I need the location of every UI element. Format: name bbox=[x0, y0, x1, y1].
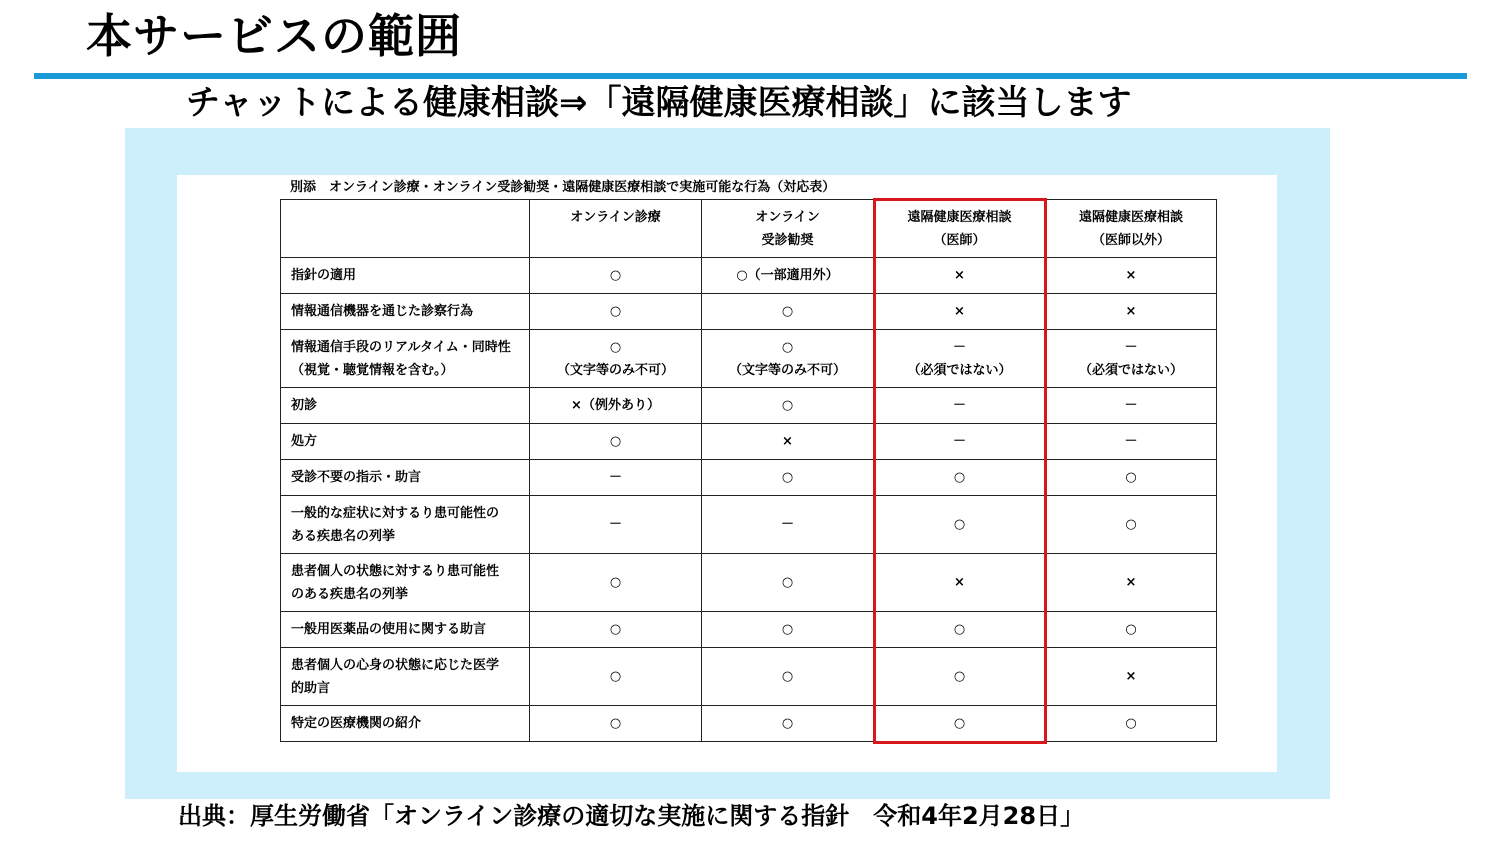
row-label-label1: 一般用医薬品の使用に関する助言 bbox=[291, 622, 487, 637]
table-cell bbox=[1046, 258, 1217, 294]
cell-text: × bbox=[1125, 669, 1137, 684]
row-label-label1: 患者個人の心身の状態に応じた医学 bbox=[291, 657, 500, 673]
cell-text: ○（一部適用外） bbox=[736, 268, 839, 283]
table-cell bbox=[702, 330, 874, 388]
table-row bbox=[281, 424, 1217, 460]
cell-text: ○ bbox=[781, 669, 794, 684]
column-header-line1: 遠隔健康医療相談 bbox=[907, 210, 1012, 225]
cell-text: ○ bbox=[781, 398, 794, 413]
row-label bbox=[281, 706, 530, 742]
cell-text: ○ bbox=[781, 716, 794, 731]
table-row bbox=[281, 554, 1217, 612]
table-cell bbox=[874, 496, 1046, 554]
cell-text: ○ bbox=[1125, 470, 1137, 485]
table-cell bbox=[530, 330, 702, 388]
title-underline bbox=[34, 73, 1467, 79]
table-caption: 別添 オンライン診療・オンライン受診勧奨・遠隔健康医療相談で実施可能な行為（対応表） bbox=[290, 180, 836, 195]
column-header-line1: 遠隔健康医療相談 bbox=[1078, 210, 1183, 225]
table-cell bbox=[530, 612, 702, 648]
cell-text: ○ bbox=[953, 517, 966, 532]
column-header bbox=[874, 200, 1046, 258]
cell-text: － bbox=[1124, 434, 1138, 449]
cell-text: ○ bbox=[1125, 622, 1137, 637]
column-header-line1: オンライン診療 bbox=[570, 210, 661, 225]
cell-text: － bbox=[1124, 398, 1138, 413]
table-cell bbox=[530, 648, 702, 706]
cell-text: ○ bbox=[609, 716, 622, 731]
column-header-line2: 受診勧奨 bbox=[761, 233, 814, 248]
cell-text: ○ bbox=[781, 304, 794, 319]
table-cell bbox=[530, 496, 702, 554]
table-cell bbox=[702, 706, 874, 742]
column-header bbox=[1046, 200, 1217, 258]
table-cell bbox=[874, 706, 1046, 742]
correspondence-table bbox=[280, 199, 1217, 742]
header-corner-cell bbox=[281, 200, 530, 258]
row-label bbox=[281, 258, 530, 294]
cell-text: （文字等のみ不可） bbox=[728, 362, 846, 378]
row-label-label2: のある疾患名の列挙 bbox=[291, 586, 409, 602]
cell-text: ○ bbox=[609, 575, 622, 590]
cell-text: － bbox=[780, 517, 794, 532]
table-cell bbox=[874, 460, 1046, 496]
row-label bbox=[281, 648, 530, 706]
table-cell bbox=[1046, 460, 1217, 496]
table-cell bbox=[874, 554, 1046, 612]
table-row bbox=[281, 648, 1217, 706]
cell-text: × bbox=[1125, 575, 1137, 590]
cell-text: ○ bbox=[781, 622, 794, 637]
row-label-label1: 受診不要の指示・助言 bbox=[291, 470, 422, 485]
page-subtitle: チャットによる健康相談⇒「遠隔健康医療相談」に該当します bbox=[186, 83, 1132, 123]
row-label bbox=[281, 330, 530, 388]
row-label bbox=[281, 612, 530, 648]
table-cell bbox=[530, 554, 702, 612]
cell-text: ○ bbox=[953, 716, 966, 731]
table-cell bbox=[1046, 294, 1217, 330]
table-cell bbox=[1046, 554, 1217, 612]
table-cell bbox=[1046, 388, 1217, 424]
row-label bbox=[281, 294, 530, 330]
column-header bbox=[530, 200, 702, 258]
table-cell bbox=[874, 388, 1046, 424]
cell-text: ○ bbox=[1125, 517, 1137, 532]
cell-text: － bbox=[1124, 339, 1138, 355]
cell-text: ○ bbox=[953, 622, 966, 637]
cell-text: × bbox=[1125, 268, 1137, 283]
cell-text: － bbox=[952, 398, 966, 413]
cell-text: × bbox=[954, 268, 965, 283]
cell-text: × bbox=[1125, 304, 1137, 319]
table-cell bbox=[1046, 648, 1217, 706]
row-label bbox=[281, 496, 530, 554]
table-cell bbox=[874, 648, 1046, 706]
source-citation: 出典：厚生労働省「オンライン診療の適切な実施に関する指針 令和4年2月28日」 bbox=[178, 802, 1085, 830]
table-row bbox=[281, 496, 1217, 554]
table-row bbox=[281, 460, 1217, 496]
table-cell bbox=[1046, 496, 1217, 554]
cell-text: ○ bbox=[953, 470, 966, 485]
table-cell bbox=[530, 294, 702, 330]
table-cell bbox=[874, 294, 1046, 330]
table-cell bbox=[1046, 424, 1217, 460]
row-label-label1: 特定の医療機関の紹介 bbox=[291, 716, 422, 731]
cell-text: ○ bbox=[781, 575, 794, 590]
cell-text: ○ bbox=[609, 669, 622, 684]
cell-text: － bbox=[952, 434, 966, 449]
table-row bbox=[281, 612, 1217, 648]
table-row bbox=[281, 330, 1217, 388]
table-cell bbox=[530, 388, 702, 424]
table-cell bbox=[530, 424, 702, 460]
cell-text: － bbox=[608, 470, 622, 485]
table-cell bbox=[702, 554, 874, 612]
column-header bbox=[702, 200, 874, 258]
cell-text: ○ bbox=[953, 669, 966, 684]
row-label-label2: ある疾患名の列挙 bbox=[291, 528, 396, 544]
table-cell bbox=[530, 706, 702, 742]
row-label-label1: 初診 bbox=[291, 398, 318, 413]
table-cell bbox=[1046, 612, 1217, 648]
cell-text: ○ bbox=[1125, 716, 1137, 731]
cell-text: × bbox=[954, 575, 965, 590]
table-cell bbox=[702, 612, 874, 648]
column-header-line2: （医師） bbox=[933, 233, 986, 248]
row-label bbox=[281, 424, 530, 460]
table-row bbox=[281, 294, 1217, 330]
row-label-label1: 指針の適用 bbox=[291, 268, 357, 283]
cell-text: ○ bbox=[609, 434, 622, 449]
table-cell bbox=[702, 496, 874, 554]
table-cell bbox=[874, 330, 1046, 388]
table-cell bbox=[702, 460, 874, 496]
cell-text: － bbox=[608, 517, 622, 532]
cell-text: （必須ではない） bbox=[1078, 362, 1183, 378]
cell-text: × bbox=[782, 434, 793, 449]
cell-text: ○ bbox=[609, 622, 622, 637]
table-row bbox=[281, 388, 1217, 424]
cell-text: ○ bbox=[781, 339, 794, 355]
table-cell bbox=[702, 294, 874, 330]
cell-text: ○ bbox=[609, 304, 622, 319]
table-cell bbox=[702, 258, 874, 294]
table-cell bbox=[702, 424, 874, 460]
row-label-label2: （視覚・聴覚情報を含む。） bbox=[291, 362, 454, 378]
table-row bbox=[281, 706, 1217, 742]
column-header-line2: （医師以外） bbox=[1091, 233, 1170, 248]
row-label-label1: 処方 bbox=[291, 434, 318, 449]
row-label-label1: 一般的な症状に対するり患可能性の bbox=[291, 505, 500, 521]
row-label bbox=[281, 460, 530, 496]
row-label bbox=[281, 388, 530, 424]
cell-text: ○ bbox=[609, 339, 622, 355]
table-row bbox=[281, 258, 1217, 294]
row-label-label1: 患者個人の状態に対するり患可能性 bbox=[291, 563, 500, 579]
cell-text: － bbox=[952, 339, 966, 355]
column-header-line1: オンライン bbox=[755, 210, 820, 225]
table-cell bbox=[874, 424, 1046, 460]
cell-text: ○ bbox=[609, 268, 622, 283]
cell-text: × bbox=[954, 304, 965, 319]
page-title: 本サービスの範囲 bbox=[86, 9, 462, 63]
cell-text: ×（例外あり） bbox=[571, 398, 660, 413]
table-cell bbox=[702, 648, 874, 706]
row-label bbox=[281, 554, 530, 612]
table-cell bbox=[874, 612, 1046, 648]
cell-text: ○ bbox=[781, 470, 794, 485]
cell-text: （必須ではない） bbox=[907, 362, 1012, 378]
table-header-row bbox=[281, 200, 1217, 258]
table-cell bbox=[702, 388, 874, 424]
table-cell bbox=[1046, 330, 1217, 388]
table-cell bbox=[530, 460, 702, 496]
table-cell bbox=[1046, 706, 1217, 742]
table-cell bbox=[530, 258, 702, 294]
cell-text: （文字等のみ不可） bbox=[556, 362, 674, 378]
table-cell bbox=[874, 258, 1046, 294]
row-label-label1: 情報通信手段のリアルタイム・同時性 bbox=[291, 339, 511, 355]
row-label-label1: 情報通信機器を通じた診察行為 bbox=[291, 304, 474, 319]
row-label-label2: 的助言 bbox=[291, 680, 331, 696]
